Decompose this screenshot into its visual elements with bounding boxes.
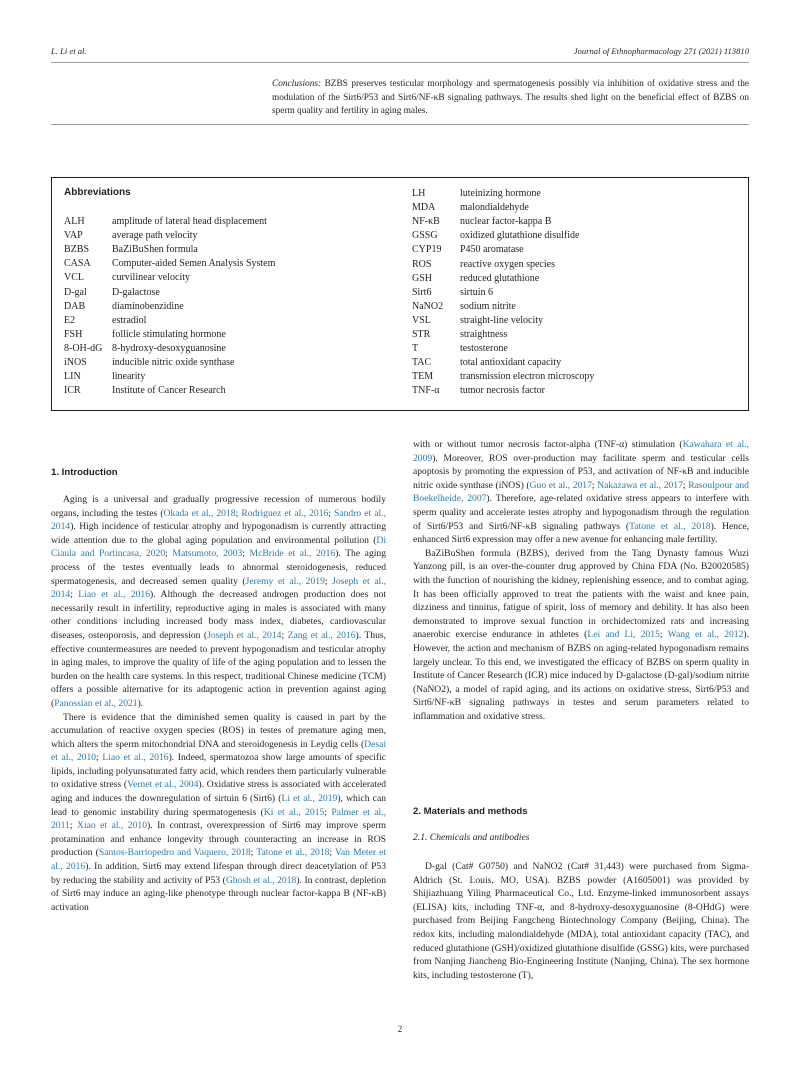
citation-link[interactable]: Santos-Barriopedro and Vaquero, 2018: [98, 847, 251, 859]
paragraph-text: ). In contrast, depletion of Sirt6 may induce an aging-like phenotype through nuclear factor-kappa B (NF-κB) activation: [51, 874, 386, 913]
citation-link[interactable]: Xiao et al., 2010: [77, 820, 147, 832]
citation-link[interactable]: Okada et al., 2018: [163, 507, 236, 519]
abbreviation-definition: total antioxidant capacity: [460, 357, 562, 369]
methods-paragraph-1: [413, 860, 749, 982]
abbreviation-definition: 8-hydroxy-desoxyguanosine: [112, 342, 226, 354]
citation-link[interactable]: Matsumoto, 2003: [172, 548, 243, 560]
abbreviation-term: BZBS: [64, 244, 90, 256]
abbreviation-definition: testosterone: [460, 343, 508, 355]
abbreviation-term: 8-OH-dG: [64, 342, 103, 354]
abbreviation-definition: sirtuin 6: [460, 286, 494, 298]
running-head-authors: L. Li et al.: [51, 46, 87, 56]
abbreviation-definition: estradiol: [112, 314, 147, 326]
paragraph-text: ;: [281, 629, 288, 641]
citation-link[interactable]: Guo et al., 2017: [529, 479, 592, 491]
citation-link[interactable]: Palmer et al., 2011: [51, 806, 386, 832]
citation-link[interactable]: Kawahara et al., 2009: [413, 439, 750, 464]
abbreviation-term: VCL: [64, 272, 84, 284]
citation-link[interactable]: Ki et al., 2015: [263, 806, 325, 818]
paragraph-text: There is evidence that the diminished semen quality is caused in part by the accumulation of reactive oxygen species (ROS) in testes of premature aging men, which alters the sperm mitochondrial DNA and steroidogenesis in Leydig cells (: [51, 711, 386, 750]
abbreviation-definition: Institute of Cancer Research: [112, 385, 226, 397]
section-heading-introduction: 1. Introduction: [51, 467, 118, 478]
paragraph-text: ;: [659, 629, 668, 641]
abbreviation-term: TNF-α: [412, 385, 440, 397]
abbreviation-definition: Computer-aided Semen Analysis System: [112, 258, 276, 270]
abstract-conclusions: [272, 78, 749, 119]
conclusions-text: BZBS preserves testicular morphology and spermatogenesis possibly via inhibition of oxidative stress and the modulation of the Sirt6/P53 and Sirt6/NF-κB signaling pathways. The results shed light on the beneficial effect of BZBS on sperm quality and fertility in aging males.: [272, 79, 749, 117]
section-heading-methods: 2. Materials and methods: [413, 806, 528, 817]
paragraph-text: ). In addition, Sirt6 may extend lifespan through direct deacetylation of P53 by reducing the stability and activity of P53 (: [51, 861, 387, 886]
abbreviation-term: NF-κB: [412, 216, 440, 228]
abbreviation-definition: amplitude of lateral head displacement: [112, 216, 267, 227]
abbreviation-term: CASA: [64, 258, 91, 270]
abbreviation-term: LH: [412, 188, 426, 199]
paragraph-text: ).: [137, 697, 144, 709]
abbreviations-title: Abbreviations: [64, 187, 131, 198]
citation-link[interactable]: Tatone et al., 2018: [629, 520, 711, 532]
abbreviation-term: VAP: [64, 230, 83, 242]
abstract-rule: [51, 124, 749, 125]
intro-paragraph-2: [51, 711, 386, 915]
abbreviation-term: GSSG: [412, 230, 438, 242]
citation-link[interactable]: Sandro et al., 2014: [51, 507, 386, 533]
abbreviation-definition: straightness: [460, 329, 508, 340]
abbreviation-term: D-gal: [64, 286, 87, 298]
citation-link[interactable]: Rodriguez et al., 2016: [241, 507, 329, 519]
paragraph-text: ;: [324, 806, 332, 818]
conclusions-label: Conclusions:: [272, 79, 322, 89]
page-number: 2: [397, 1024, 403, 1034]
paragraph-text: ;: [242, 548, 250, 560]
paragraph-text: ;: [250, 847, 257, 859]
abbreviation-term: LIN: [64, 371, 81, 383]
running-head-journal: Journal of Ethnopharmacology 271 (2021) 113810: [573, 46, 749, 56]
citation-link[interactable]: Joseph et al., 2014: [51, 575, 386, 601]
right-column-methods: [413, 860, 749, 982]
paragraph-text: ;: [165, 548, 173, 560]
paragraph-text: ;: [591, 479, 598, 491]
abbreviation-definition: P450 aromatase: [460, 244, 524, 256]
abbreviation-definition: average path velocity: [112, 230, 198, 242]
intro-paragraph-4: [413, 547, 749, 724]
abbreviation-term: iNOS: [64, 357, 87, 368]
abbreviation-term: TEM: [412, 371, 434, 383]
citation-link[interactable]: Desai et al., 2010: [51, 738, 386, 764]
citation-link[interactable]: Di Ciaula and Portincasa, 2020: [51, 534, 386, 560]
citation-link[interactable]: Tatone et al., 2018: [256, 847, 330, 859]
abbreviation-term: T: [412, 343, 419, 355]
paragraph-text: ). The aging process of the testes eventually leads to abnormal steroidogenesis, reduced spermatogenesis, and decreased semen quality (: [51, 548, 386, 587]
paragraph-text: ;: [682, 479, 689, 491]
abbreviation-term: STR: [412, 329, 431, 340]
paragraph-text: ). High incidence of testicular atrophy and hypogonadism is currently attracting wide attention due to the global aging population and environmental pollution (: [51, 521, 386, 546]
paragraph-text: ). In contrast, overexpression of Sirt6 may improve sperm protamination and enhance longevity through counteracting an increase in ROS production (: [51, 820, 386, 859]
paragraph-text: ;: [235, 507, 242, 519]
abbreviation-definition: straight-line velocity: [460, 314, 544, 326]
paragraph-text: ). Hence, enhanced Sirt6 expression may offer a new avenue for enhancing male fertility.: [413, 520, 749, 546]
paragraph-text: ;: [69, 820, 78, 832]
citation-link[interactable]: Jeremy et al., 2019: [245, 575, 325, 587]
paragraph-text: ;: [324, 575, 333, 587]
abbreviation-definition: sodium nitrite: [460, 300, 516, 312]
abbreviation-term: DAB: [64, 300, 86, 312]
paragraph-text: ). However, the action and mechanism of BZBS on aging-related hypogonadism remains largely unclear. To this end, we investigated the efficacy of BZBS on sperm quality in Institute of Cancer Research (ICR) mice induced by D-galactose (D-gal)/sodium nitrite (NaNO2), a model of rapid aging, and its actions on oxidative stress, Sirt6/P53 and Sirt6/NF-κB signaling pathways in testes and serum parameters related to inflammation and oxidative stress.: [413, 629, 749, 722]
citation-link[interactable]: Joseph et al., 2014: [207, 629, 282, 641]
citation-link[interactable]: Zang et al., 2016: [287, 629, 356, 641]
citation-link[interactable]: Liao et al., 2016: [78, 589, 151, 601]
subsection-heading-chemicals: 2.1. Chemicals and antibodies: [413, 832, 530, 843]
paragraph-text: ;: [70, 589, 79, 601]
header-rule: [51, 62, 749, 63]
citation-link[interactable]: Vernet et al., 2004: [127, 779, 199, 791]
citation-link[interactable]: Ghosh et al., 2018: [225, 874, 297, 886]
citation-link[interactable]: McBride et al., 2016: [249, 548, 336, 560]
abbreviation-definition: curvilinear velocity: [112, 272, 191, 284]
citation-link[interactable]: Liao et al., 2016: [102, 752, 169, 764]
abbreviation-term: MDA: [412, 202, 436, 214]
abbreviation-definition: luteinizing hormone: [460, 188, 541, 199]
abbreviation-definition: nuclear factor-kappa B: [460, 216, 552, 228]
abbreviation-definition: reduced glutathione: [460, 272, 540, 284]
paragraph-text: ). Thus, effective countermeasures are needed to prevent hypogonadism and testicular atrophy in aging males, to improve the quality of life of the aging population and to lessen the burden on the health care systems. In this respect, traditional Chinese medicine (TCM) offers a possible alternative for its adaptogenic action in prevention against aging (: [51, 629, 386, 709]
paragraph-text: ), which can lead to genomic instability during spermatogenesis (: [51, 793, 386, 818]
right-column-top: [413, 438, 749, 723]
abbreviation-term: ALH: [64, 216, 85, 227]
abbreviation-term: E2: [64, 314, 76, 326]
citation-link[interactable]: Lei and Li, 2015: [587, 629, 660, 641]
abbreviation-definition: tumor necrosis factor: [460, 385, 545, 397]
paragraph-text: BaZiBuShen formula (BZBS), derived from the Tang Dynasty famous Wuzi Yanzong pill, is an over-the-counter drug approved by China FDA (No. B20020585) with the function of nourishing the kidney, replenishing essence, and to combat aging. It has been officially approved to treat the patients with the waist and knee pain, dizziness and tinnitus, fatigue of spirit, loss of memory and debility. It has also been demonstrated to improve sexual function in orchidectomized rats and increasing anaerobic exercise endurance in athletes (: [413, 547, 749, 641]
paragraph-text: ). Indeed, spermatozoa show large amounts of specific lipids, including polyunsaturated fatty acid, which renders them particularly vulnerable to oxidative stress (: [51, 752, 386, 791]
abbreviation-term: Sirt6: [412, 286, 432, 298]
intro-paragraph-3: [413, 438, 749, 547]
paragraph-text: ). Oxidative stress is associated with accelerated aging and induces the downregulation of sirtuin 6 (Sirt6) (: [51, 779, 386, 805]
citation-link[interactable]: Wang et al., 2012: [667, 629, 744, 641]
citation-link[interactable]: Rasoulpour and Boekelheide, 2007: [413, 479, 749, 505]
abbreviation-definition: BaZiBuShen formula: [112, 244, 198, 256]
paragraph-text: ). Therefore, age-related oxidative stress appears to interfere with sperm quality and accelerate testes atrophy and hypogonadism through the regulation of Sirt6/P53 and Sirt6/NF-κB signaling pathways (: [413, 493, 749, 532]
abbreviation-definition: oxidized glutathione disulfide: [460, 230, 580, 242]
paragraph-text: ;: [96, 752, 103, 764]
abbreviation-definition: diaminobenzidine: [112, 300, 184, 312]
citation-link[interactable]: Li et al., 2019: [281, 793, 338, 805]
paragraph-text: D-gal (Cat# G0750) and NaNO2 (Cat# 31,443) were purchased from Sigma-Aldrich (St. Louis, MO, USA). BZBS powder (A1605001) was provided by Shijiazhuang Yiling Pharmaceutical Co., Ltd. Enzyme-linked immunosorbent assays (ELISA) kits, including TNF-α, and 8-hydroxy-desoxyguanosine (8-OHdG) were purchased from Beijing Fangcheng Biotechnology Company (Beijing, China). The redox kits, including malondialdehyde (MDA), total antioxidant capacity (TAC), and reduced glutathione (GSH)/oxidized glutathione disulfide (GSSG) kits, were purchased from Nanjing Jiancheng Bio-Engineering Institute (Nanjing, China). The sex hormone kits, including testosterone (T),: [413, 861, 749, 981]
abbreviation-term: GSH: [412, 272, 433, 284]
abbreviation-definition: linearity: [112, 371, 146, 383]
abbreviation-term: FSH: [64, 328, 83, 340]
abbreviation-definition: follicle stimulating hormone: [112, 328, 226, 340]
intro-paragraph-1: [51, 493, 386, 711]
abbreviation-term: ROS: [412, 258, 432, 270]
abbreviation-term: CYP19: [412, 244, 442, 256]
abbreviation-definition: D-galactose: [112, 286, 160, 298]
citation-link[interactable]: Nakazawa et al., 2017: [597, 479, 683, 491]
abbreviation-term: ICR: [64, 385, 81, 397]
citation-link[interactable]: Van Meter et al., 2016: [51, 847, 387, 873]
abbreviation-definition: transmission electron microscopy: [460, 371, 595, 383]
paragraph-text: ). Moreover, ROS over-production may facilitate sperm and testicular cells apoptosis by promoting the expression of P53, and activation of NF-κB and inducible nitric oxide synthase (iNOS) (: [413, 452, 749, 491]
abbreviation-definition: inducible nitric oxide synthase: [112, 357, 235, 368]
abbreviation-term: NaNO2: [412, 300, 444, 312]
citation-link[interactable]: Panossian et al., 2021: [54, 697, 138, 709]
paragraph-text: Aging is a universal and gradually progressive recession of numerous bodily organs, including the testes (: [51, 494, 386, 519]
left-column: [51, 493, 386, 914]
abbreviation-definition: malondialdehyde: [460, 202, 529, 214]
abbreviation-term: VSL: [412, 314, 431, 326]
paragraph-text: with or without tumor necrosis factor-alpha (TNF-α) stimulation (: [413, 439, 683, 450]
paragraph-text: ;: [328, 507, 335, 519]
abbreviation-term: TAC: [412, 357, 432, 369]
paragraph-text: ). Although the decreased androgen production does not necessarily result in infertility, reproductive aging in males is associated with many other conditions including increased body mass index, diabetes, cardiovascular diseases, osteoporosis, and depression (: [51, 589, 386, 641]
abbreviation-definition: reactive oxygen species: [460, 258, 555, 270]
paragraph-text: ;: [329, 847, 336, 859]
